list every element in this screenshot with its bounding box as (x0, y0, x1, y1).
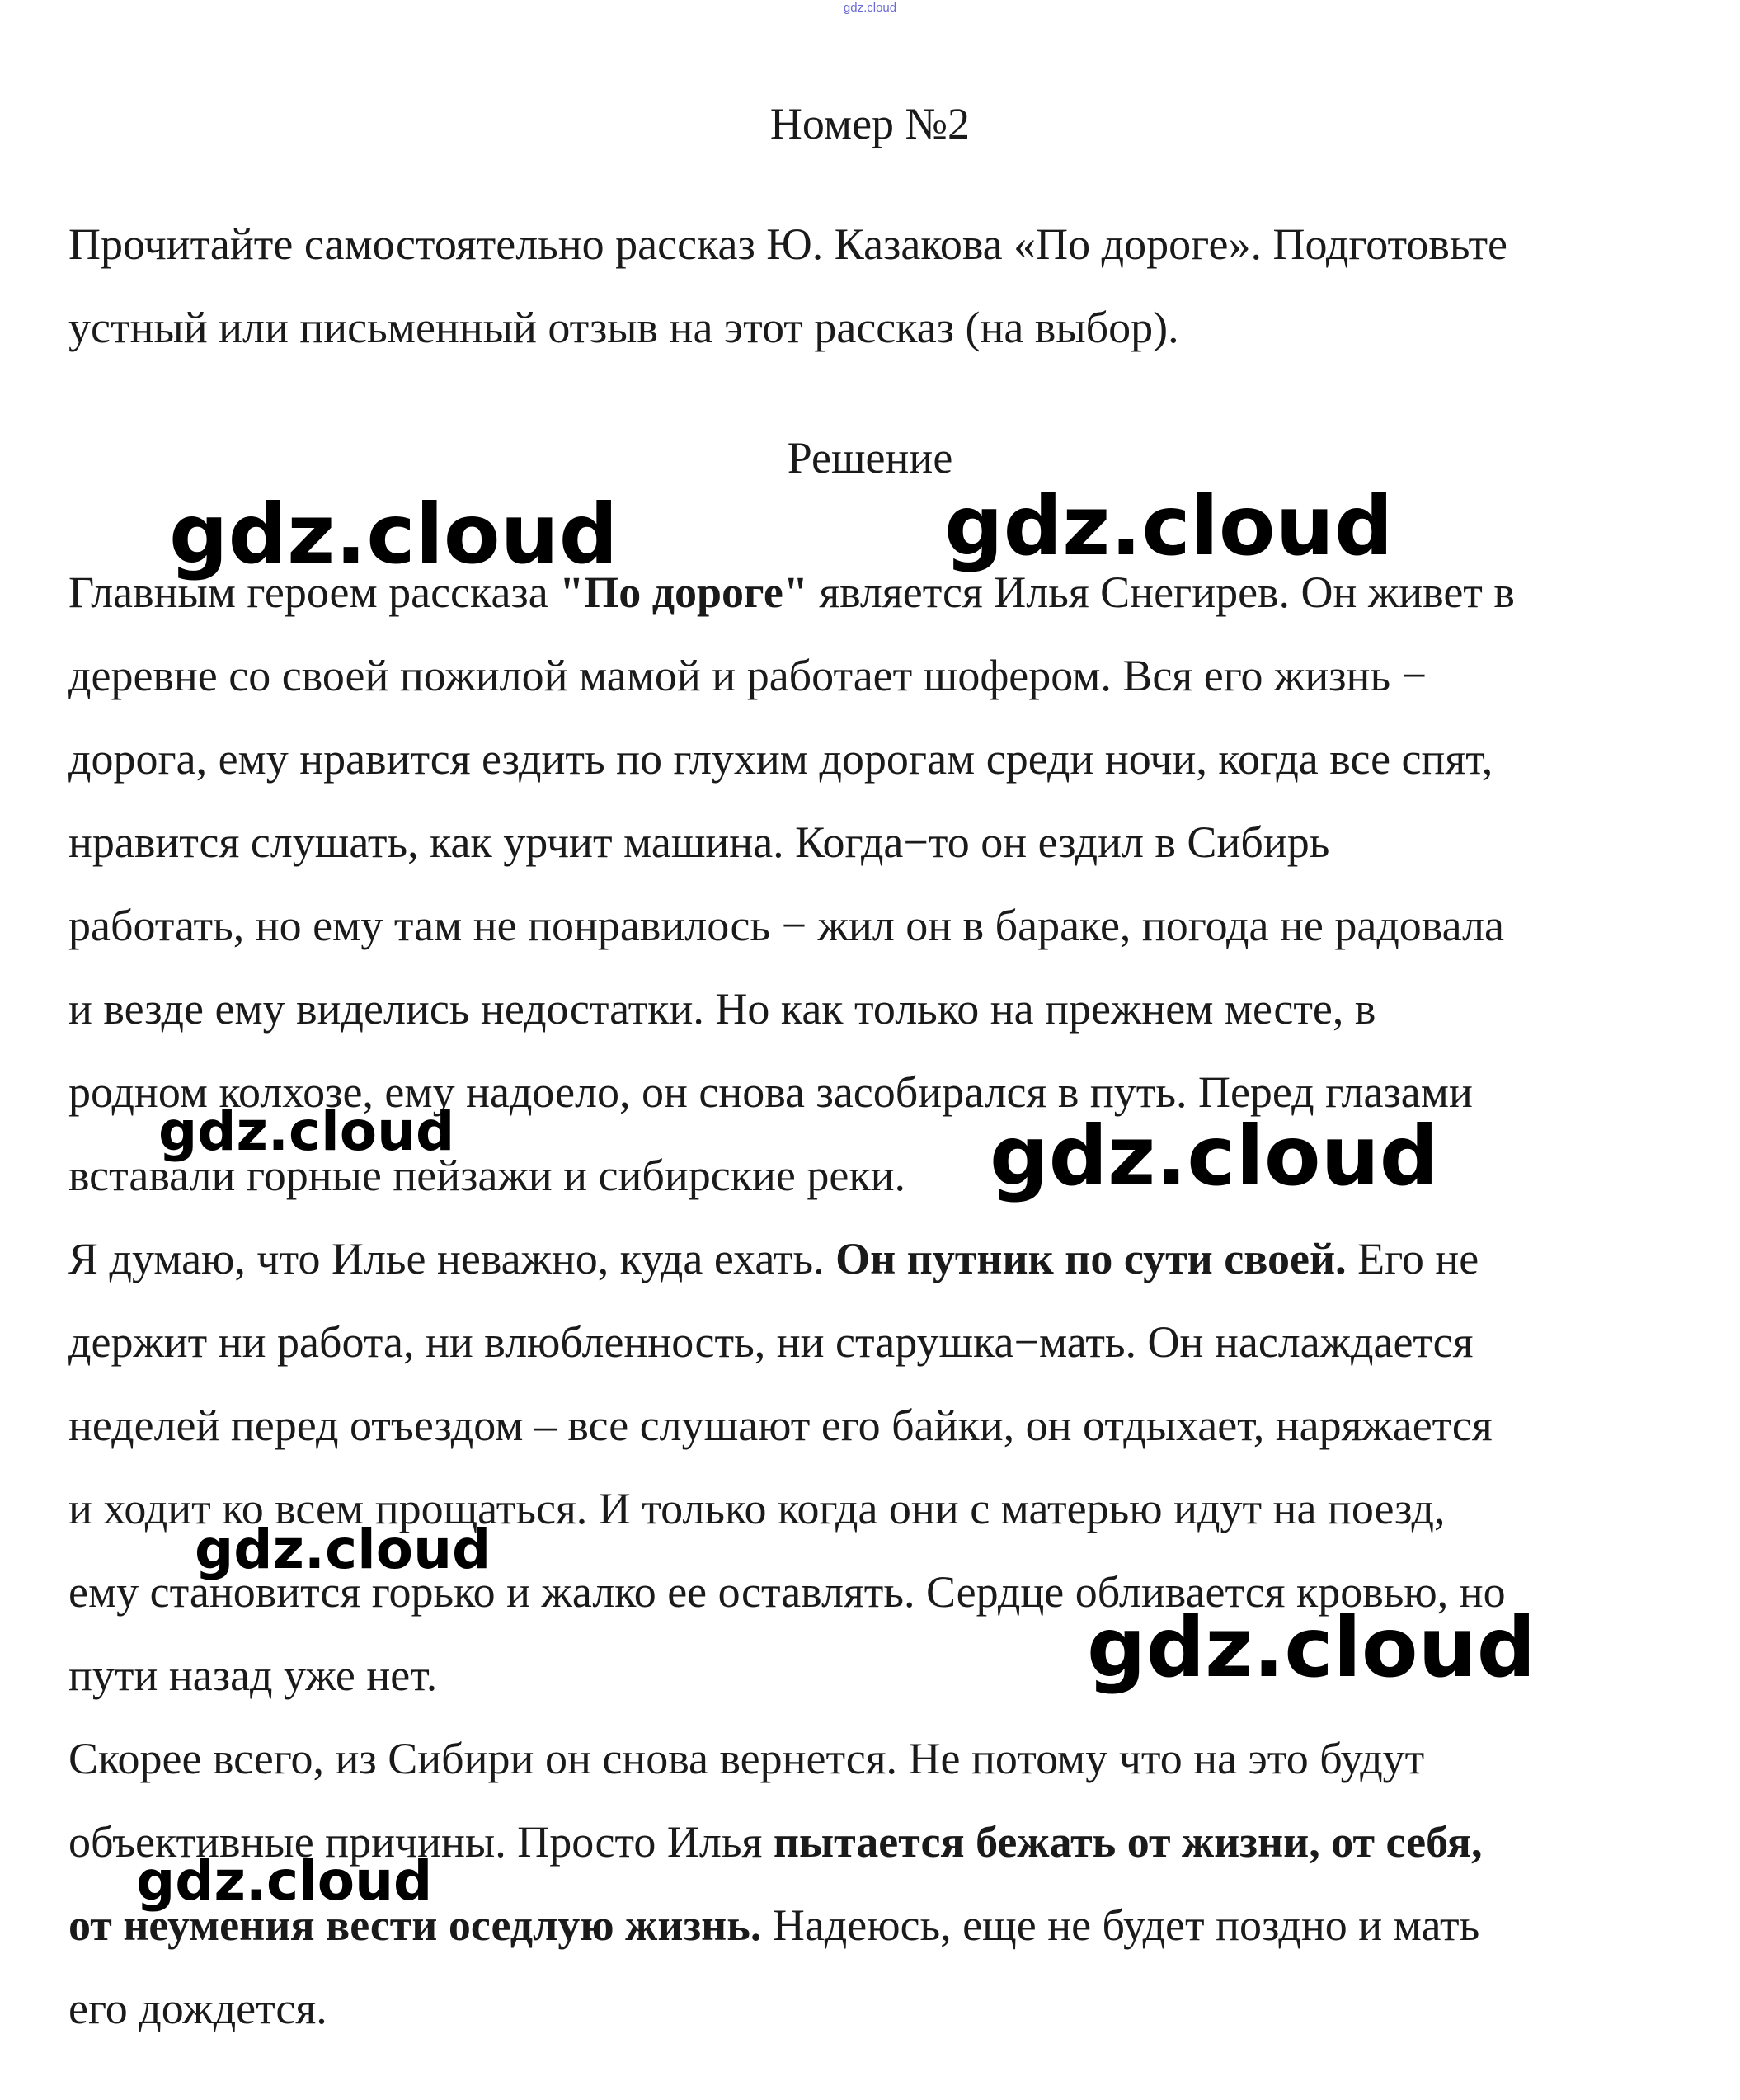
story-title-bold: "По дороге" (559, 567, 808, 617)
solution-text (68, 551, 1685, 2051)
text-run: является Илья Снегирев. Он живет в (807, 567, 1515, 617)
solution-line: нравится слушать, как урчит машина. Когда−то он ездил в Сибирь (68, 817, 1330, 867)
solution-line: пути назад уже нет. (68, 1650, 438, 1700)
task-line: устный или письменный отзыв на этот рассказ (на выбор). (68, 303, 1179, 352)
watermark-logo: gdz.cloud (169, 486, 618, 582)
solution-line: его дождется. (68, 1984, 327, 2033)
solution-line: ему становится горько и жалко ее оставлять. Сердце обливается кровью, но (68, 1567, 1506, 1617)
bold-phrase: от неумения вести оседлую жизнь. (68, 1900, 762, 1950)
watermark-logo: gdz.cloud (990, 1108, 1439, 1204)
site-mark: gdz.cloud (843, 1, 897, 15)
watermark-logo: gdz.cloud (1087, 1599, 1536, 1696)
page-title: Номер №2 (769, 99, 971, 148)
text-run: Я думаю, что Илье неважно, куда ехать. (68, 1234, 836, 1283)
solution-heading: Решение (787, 433, 953, 483)
solution-line: и ходит ко всем прощаться. И только когда они с матерью идут на поезд, (68, 1484, 1446, 1533)
solution-line: деревне со своей пожилой мамой и работает шофером. Вся его жизнь − (68, 651, 1427, 700)
solution-line: неделей перед отъездом – все слушают его байки, он отдыхает, наряжается (68, 1401, 1493, 1450)
watermark-logo: gdz.cloud (944, 478, 1394, 574)
solution-line: дорога, ему нравится ездить по глухим дорогам среди ночи, когда все спят, (68, 734, 1493, 784)
solution-line: и везде ему виделись недостатки. Но как только на прежнем месте, в (68, 984, 1376, 1034)
solution-line: вставали горные пейзажи и сибирские реки. (68, 1151, 905, 1200)
bold-phrase: Он путник по сути своей. (835, 1234, 1347, 1283)
watermark-logo: gdz.cloud (158, 1099, 455, 1163)
bold-phrase: пытается бежать от жизни, от себя, (773, 1817, 1483, 1867)
solution-line: держит ни работа, ни влюбленность, ни старушка−мать. Он наслаждается (68, 1317, 1474, 1367)
watermark-logo: gdz.cloud (136, 1849, 433, 1913)
task-text (68, 203, 1685, 370)
solution-line (68, 1217, 1685, 1301)
text-run: Надеюсь, еще не будет поздно и мать (761, 1900, 1480, 1950)
task-line: Прочитайте самостоятельно рассказ Ю. Казакова «По дороге». Подготовьте (68, 219, 1508, 269)
text-run: Его не (1346, 1234, 1479, 1283)
solution-line: работать, но ему там не понравилось − жил он в бараке, погода не радовала (68, 901, 1504, 950)
text-run: Главным героем рассказа (68, 567, 560, 617)
watermark-logo: gdz.cloud (195, 1518, 491, 1581)
text-run: объективные причины. Просто Илья (68, 1817, 774, 1867)
solution-line: Скорее всего, из Сибири он снова вернется. Не потому что на это будут (68, 1734, 1425, 1783)
solution-line: родном колхозе, ему надоело, он снова засобирался в путь. Перед глазами (68, 1067, 1473, 1117)
